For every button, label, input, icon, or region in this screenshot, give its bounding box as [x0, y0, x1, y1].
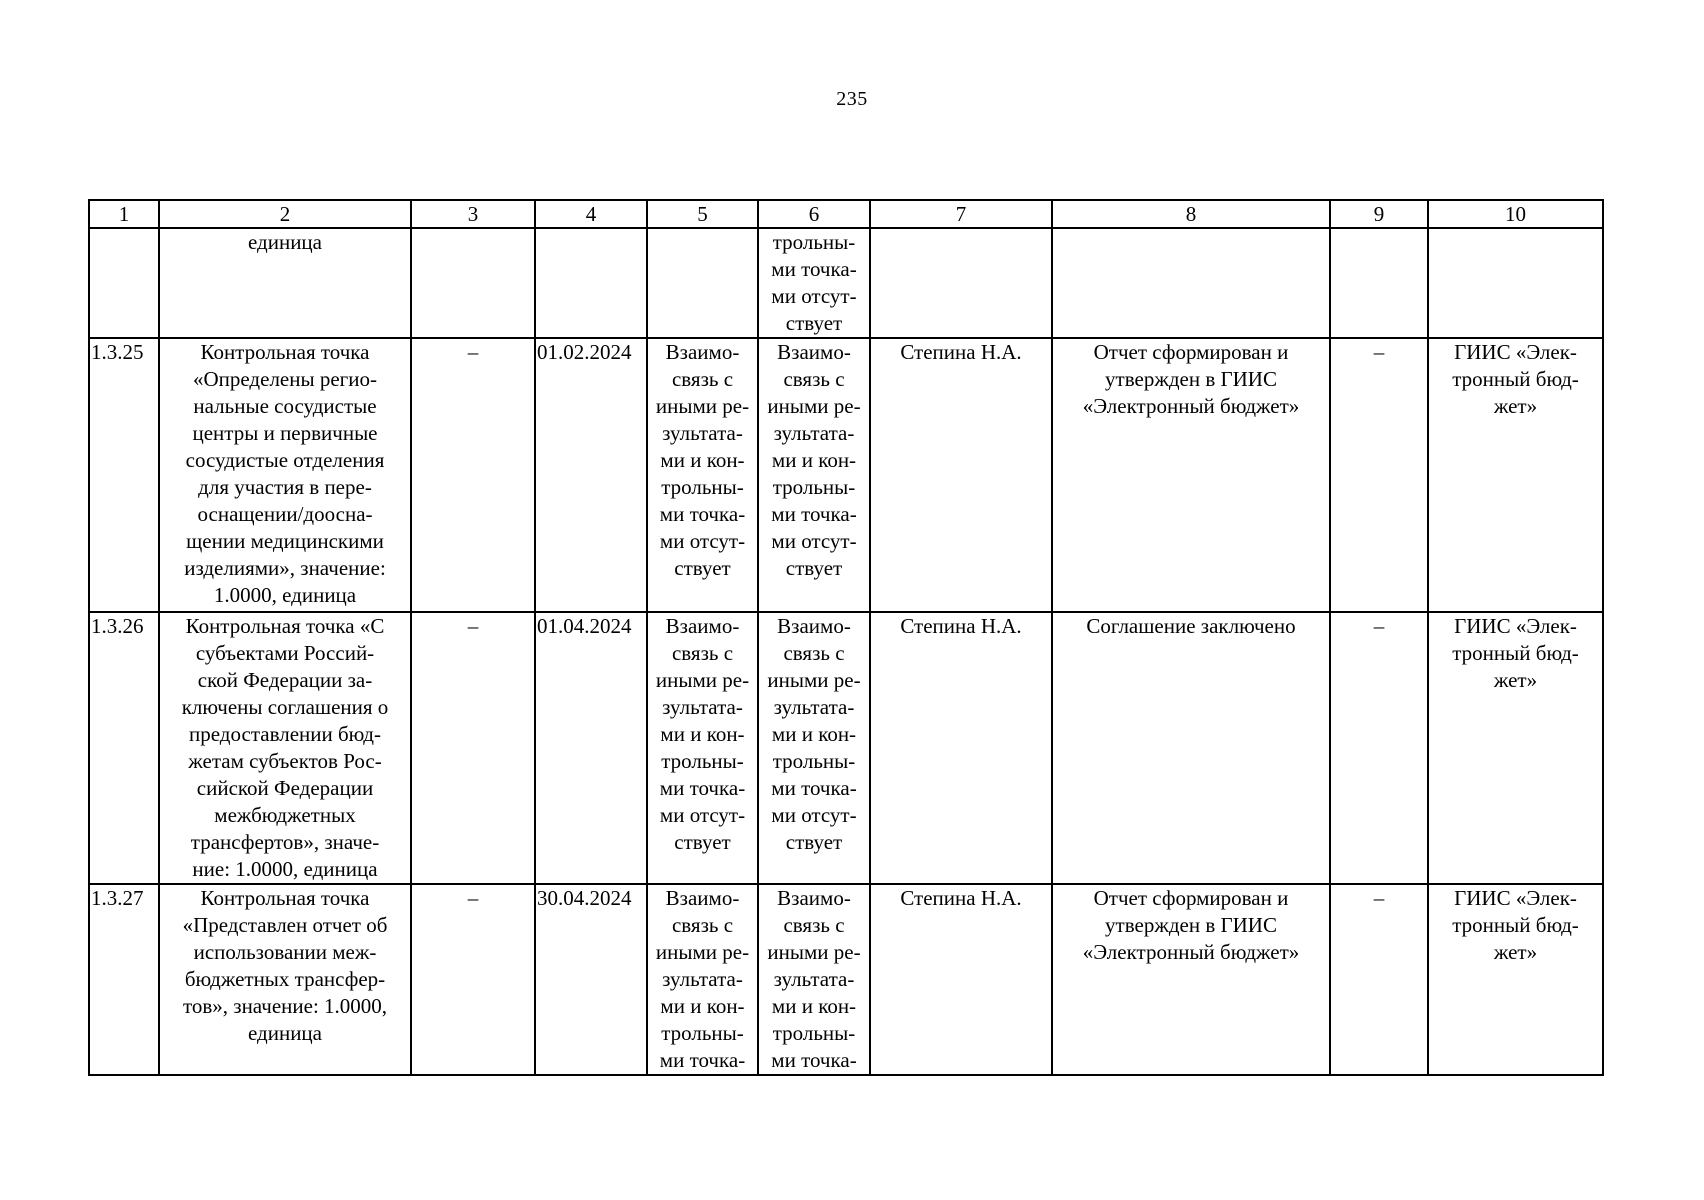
- cell-text: ми отсут-: [659, 529, 746, 553]
- table-cell: –: [411, 338, 535, 612]
- cell-text: Взаимо-: [665, 614, 740, 638]
- cell-text: 1.0000, единица: [213, 583, 357, 607]
- cell-text: зультата-: [773, 967, 855, 991]
- cell-text: ствует: [785, 830, 843, 854]
- cell-text: ГИИС «Элек-: [1454, 340, 1577, 364]
- cell-text: ствует: [674, 830, 731, 854]
- table-cell: [647, 884, 758, 1075]
- cell-text: трольны-: [772, 1021, 856, 1045]
- column-number: 9: [1330, 200, 1428, 228]
- table-row: [89, 884, 1603, 1075]
- cell-text: «Электронный бюджет»: [1082, 940, 1300, 964]
- table-cell: [411, 228, 535, 338]
- deadline-date: 01.04.2024: [535, 612, 647, 884]
- checkpoint-name: [159, 338, 411, 612]
- cell-text: жет»: [1493, 668, 1538, 692]
- cell-text: ми и кон-: [660, 994, 745, 1018]
- cell-text: тов», значение: 1.0000,: [182, 994, 388, 1018]
- cell-text: ми точка-: [771, 502, 857, 526]
- cell-text: ми точка-: [771, 776, 857, 800]
- table-cell: [870, 228, 1052, 338]
- cell-text: утвержден в ГИИС: [1105, 913, 1277, 937]
- cell-text: «Определены регио-: [192, 367, 378, 391]
- cell-text: ми точка-: [771, 257, 857, 281]
- table-cell: –: [411, 612, 535, 884]
- cell-text: иными ре-: [767, 394, 861, 418]
- row-number: 1.3.27: [89, 884, 159, 1075]
- cell-text: ми и кон-: [771, 994, 857, 1018]
- table-cell: [159, 228, 411, 338]
- cell-text: Контрольная точка: [200, 886, 370, 910]
- cell-text: иными ре-: [655, 668, 750, 692]
- cell-text: зультата-: [662, 967, 743, 991]
- table-cell: [647, 612, 758, 884]
- cell-text: ской Федерации за-: [197, 668, 373, 692]
- deadline-date: 30.04.2024: [535, 884, 647, 1075]
- cell-text: трольны-: [661, 749, 744, 773]
- plan-table: [88, 199, 1604, 1076]
- table-cell: [1052, 228, 1330, 338]
- cell-text: предоставлении бюд-: [189, 722, 381, 746]
- cell-text: Взаимо-: [777, 340, 851, 364]
- cell-text: Взаимо-: [777, 886, 851, 910]
- cell-text: трольны-: [772, 749, 856, 773]
- cell-text: сийской Федерации: [196, 776, 374, 800]
- cell-text: трольны-: [772, 230, 856, 254]
- cell-text: зультата-: [773, 421, 855, 445]
- result-description: [1052, 612, 1330, 884]
- cell-text: зультата-: [662, 421, 743, 445]
- cell-text: тронный бюд-: [1452, 367, 1579, 391]
- cell-text: иными ре-: [655, 940, 750, 964]
- cell-text: ствует: [785, 311, 843, 335]
- cell-text: «Представлен отчет об: [182, 913, 388, 937]
- column-number: 7: [870, 200, 1052, 228]
- cell-text: сосудистые отделения: [185, 448, 385, 472]
- cell-text: ми отсут-: [659, 803, 746, 827]
- cell-text: ми точка-: [659, 1048, 746, 1072]
- table-cell: [758, 884, 870, 1075]
- result-description: [1052, 338, 1330, 612]
- column-number: 10: [1428, 200, 1603, 228]
- column-number: 6: [758, 200, 870, 228]
- cell-text: использовании меж-: [193, 940, 377, 964]
- cell-text: ми и кон-: [771, 448, 857, 472]
- cell-text: связь с: [783, 641, 845, 665]
- table-cell: [647, 228, 758, 338]
- cell-text: иными ре-: [767, 940, 861, 964]
- cell-text: трольны-: [772, 475, 856, 499]
- cell-text: ствует: [785, 556, 843, 580]
- page-number: 235: [836, 88, 868, 110]
- column-number: 2: [159, 200, 411, 228]
- cell-text: Соглашение заключено: [1086, 614, 1296, 638]
- cell-text: жет»: [1493, 394, 1538, 418]
- cell-text: ГИИС «Элек-: [1454, 614, 1577, 638]
- cell-text: связь с: [783, 913, 845, 937]
- table-row: [89, 612, 1603, 884]
- table-cell: –: [1330, 884, 1428, 1075]
- cell-text: ми точка-: [771, 1048, 857, 1072]
- cell-text: связь с: [671, 367, 734, 391]
- cell-text: утвержден в ГИИС: [1105, 367, 1277, 391]
- cell-text: зультата-: [773, 695, 855, 719]
- table-cell: [1330, 228, 1428, 338]
- cell-text: ми и кон-: [660, 448, 745, 472]
- cell-text: Взаимо-: [665, 886, 740, 910]
- cell-text: щении медицинскими: [186, 529, 384, 553]
- cell-text: связь с: [671, 641, 734, 665]
- cell-text: изделиями», значение:: [184, 556, 386, 580]
- cell-text: трансфертов», значе-: [190, 830, 380, 854]
- table-cell: [758, 612, 870, 884]
- cell-text: жетам субъектов Рос-: [188, 749, 382, 773]
- deadline-date: 01.02.2024: [535, 338, 647, 612]
- cell-text: зультата-: [662, 695, 743, 719]
- cell-text: жет»: [1493, 940, 1538, 964]
- table-cell: –: [411, 884, 535, 1075]
- cell-text: ствует: [674, 556, 731, 580]
- cell-text: связь с: [783, 367, 845, 391]
- cell-text: ми отсут-: [771, 803, 857, 827]
- cell-text: трольны-: [661, 475, 744, 499]
- column-number: 3: [411, 200, 535, 228]
- cell-text: единица: [247, 1021, 322, 1045]
- cell-text: тронный бюд-: [1452, 913, 1579, 937]
- responsible-person: Степина Н.А.: [870, 612, 1052, 884]
- responsible-person: Степина Н.А.: [870, 884, 1052, 1075]
- cell-text: для участия в пере-: [198, 475, 372, 499]
- cell-text: иными ре-: [767, 668, 861, 692]
- cell-text: тронный бюд-: [1452, 641, 1579, 665]
- table-cell: [758, 338, 870, 612]
- information-system: [1428, 612, 1603, 884]
- cell-text: Отчет сформирован и: [1093, 886, 1289, 910]
- information-system: [1428, 338, 1603, 612]
- table-cell: [758, 228, 870, 338]
- table-cell: –: [1330, 612, 1428, 884]
- information-system: [1428, 884, 1603, 1075]
- table-cell: [1428, 228, 1603, 338]
- row-number: 1.3.25: [89, 338, 159, 612]
- cell-text: центры и первичные: [192, 421, 378, 445]
- cell-text: ми и кон-: [771, 722, 857, 746]
- column-number: 1: [89, 200, 159, 228]
- cell-text: оснащении/доосна-: [197, 502, 373, 526]
- cell-text: Взаимо-: [665, 340, 740, 364]
- cell-text: ми отсут-: [771, 284, 857, 308]
- column-number-row: [89, 200, 1603, 228]
- result-description: [1052, 884, 1330, 1075]
- cell-text: ключены соглашения о: [181, 695, 389, 719]
- cell-text: иными ре-: [655, 394, 750, 418]
- cell-text: Контрольная точка «С: [185, 614, 385, 638]
- cell-text: Контрольная точка: [200, 340, 370, 364]
- cell-text: Взаимо-: [777, 614, 851, 638]
- table-cell: [535, 228, 647, 338]
- column-number: 4: [535, 200, 647, 228]
- cell-text: бюджетных трансфер-: [184, 967, 386, 991]
- responsible-person: Степина Н.А.: [870, 338, 1052, 612]
- cell-text: «Электронный бюджет»: [1082, 394, 1300, 418]
- cell-text: субъектами Россий-: [195, 641, 375, 665]
- table-cell: [89, 228, 159, 338]
- column-number: 5: [647, 200, 758, 228]
- cell-text: ГИИС «Элек-: [1454, 886, 1577, 910]
- row-number: 1.3.26: [89, 612, 159, 884]
- checkpoint-name: [159, 612, 411, 884]
- column-number: 8: [1052, 200, 1330, 228]
- cell-text: межбюджетных: [214, 803, 356, 827]
- cell-text: ми точка-: [659, 776, 746, 800]
- cell-text: ми точка-: [659, 502, 746, 526]
- cell-text: нальные сосудистые: [193, 394, 377, 418]
- continuation-row: [89, 228, 1603, 338]
- table-row: [89, 338, 1603, 612]
- cell-text: связь с: [671, 913, 734, 937]
- cell-text: трольны-: [661, 1021, 744, 1045]
- checkpoint-name: [159, 884, 411, 1075]
- cell-text: ми отсут-: [771, 529, 857, 553]
- cell-text: ние: 1.0000, единица: [192, 857, 378, 881]
- table-cell: –: [1330, 338, 1428, 612]
- cell-text: ми и кон-: [660, 722, 745, 746]
- table-cell: [647, 338, 758, 612]
- cell-text: единица: [247, 230, 322, 254]
- cell-text: Отчет сформирован и: [1093, 340, 1289, 364]
